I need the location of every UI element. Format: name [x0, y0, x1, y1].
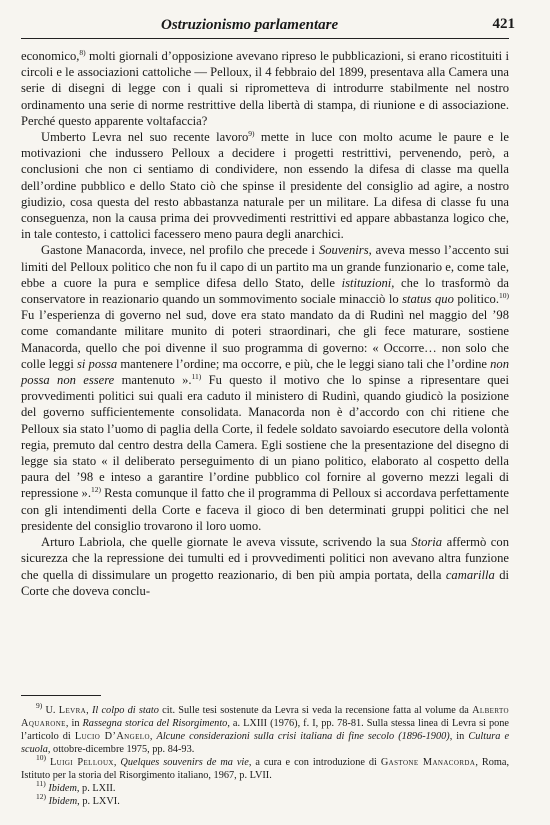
footnote-ref: 10) — [36, 753, 46, 762]
text-run: , — [149, 731, 157, 742]
text-run: affermò con sicurezza che la repressione dei tumulti ed i provvedimenti politici non avevano altra funzione che quella di dissimulare un progetto reazionario, di ben più ampia portata, della — [21, 535, 509, 582]
text-run: mette in luce con molto acume le paure e le motivazioni che indussero Pelloux a decidere i progetti restrittivi, pervenendo, però, a conclusioni che non ci sentiamo di condividere, non essendo la difesa di classe ma quella dell’ordine pubblico e dello Stato ciò che spinse il presidente del consiglio ad agire, a nostro giudizio, cosa questa del resto abbastanza naturale per un militare. La difesa di classe fu una conseguenza, non la causa prima dei provvedimenti restrittivi ed appare abbastanza logico che, in tale contesto, i cattolici facessero meno paura degli anarchici. — [21, 130, 509, 242]
footnote-ref: 12) — [90, 485, 101, 495]
footnote-ref: 11) — [36, 779, 46, 788]
text-run: Gastone Manacorda, invece, nel profilo che precede i — [41, 243, 319, 258]
footnote-ref: 12) — [36, 792, 46, 801]
text-run: Umberto Levra nel suo recente lavoro — [41, 130, 249, 145]
text-run: , a cura e con introduzione di — [248, 757, 381, 768]
text-run: U. — [42, 705, 59, 716]
text-run: , che lo trasformò da conservatore in reazionario quando un sommovimento sociale minacciò lo — [21, 275, 509, 307]
text-run: , Roma, Istituto per la storia del Risorgimento italiano, 1967, p. LVII. — [21, 757, 510, 781]
text-run: , p. LXVI. — [77, 796, 120, 807]
text-run: Fu l’esperienza di governo nel sud, dove era stato mandato da di Rudinì nel maggio del ’98 come comandante militare munito di poteri straordinari, che gli fece maturare, sostiene Manacorda, quello che poi divenne il suo programma di governo: « Occorre… non solo che colle leggi — [21, 308, 509, 371]
text-run: politico. — [453, 292, 500, 307]
text-run: , in — [449, 731, 469, 742]
body-text — [21, 48, 509, 599]
body-paragraph — [21, 534, 509, 599]
text-run: , — [86, 705, 92, 716]
text-run: Fu questo il motivo che lo spinse a ripresentare quei provvedimenti politici sui quali era caduto il ministero di Rudinì, quando giudicò la posizione del governo sufficientemente consolidata. Manacorda non è d’accordo con chi ritiene che Pelloux sia stato l’uomo di paglia della Corte, il fedele soldato savoiardo esecutore della volontà regia, premuto dal centro destra della Camera. Egli sostiene che la presentazione del disegno di legge sia stato « il deliberato perseguimento di un piano politico, elaborato al cospetto della paura del ’98 e inteso a garantire l’ordine pubblico col fornire al governo mezzi legali di repressione ». — [21, 373, 510, 501]
italic-run: istituzioni — [341, 275, 392, 290]
text-run: , aveva messo l’accento sui limiti del Pelloux politico che non fu il capo di un partito ma un grande funzionario e, come tale, ebbe a cuore la pura e semplice difesa dello Stato, delle — [21, 243, 509, 290]
italic-run: status quo — [402, 292, 454, 307]
text-run: molti giornali d’opposizione avevano ripreso le pubblicazioni, si erano ricostituiti i circoli e le associazioni cattoliche — Pelloux, il 4 febbraio del 1899, presentava alla Camera una serie di disegni di legge con i quali si riprometteva di introdurre stabilmente nel nostro ordinamento una serie di norme restrittive della libertà di stampa, di riunione e di associazione. Perché questo apparente voltafaccia? — [21, 49, 509, 128]
italic-run: Souvenirs — [318, 243, 369, 258]
italic-run: Ibidem — [48, 796, 78, 807]
author-name: Levra — [58, 705, 87, 716]
text-run: di Corte che doveva conclu- — [21, 567, 510, 598]
italic-run: Cultura e scuola — [21, 731, 510, 755]
body-paragraph — [21, 242, 509, 534]
running-title: Ostruzionismo parlamentare — [161, 17, 339, 33]
footnote-ref: 9) — [36, 701, 43, 710]
running-head — [21, 14, 515, 39]
page-number: 421 — [492, 16, 515, 32]
italic-run: Quelques souvenirs de ma vie — [120, 757, 249, 768]
text-run: , in — [65, 718, 83, 729]
italic-run: Storia — [411, 535, 443, 550]
footnotes — [21, 695, 509, 808]
text-run: , — [113, 757, 121, 768]
text-run: mantenuto ». — [114, 373, 192, 388]
text-run: cit. Sulle tesi sostenute da Levra si veda la recensione fatta al volume da — [158, 705, 473, 716]
text-run: Resta comunque il fatto che il programma di Pelloux si accordava perfettamente con gli intendimenti della Corte e faceva il gioco di ben determinati gruppi politici che nel presidente del consiglio trovarono il loro uomo. — [21, 486, 509, 533]
footnote-ref: 11) — [191, 372, 202, 382]
footnote-ref: 10) — [499, 291, 510, 301]
italic-run: Il colpo di stato — [91, 705, 159, 716]
italic-run: si possa — [76, 356, 118, 371]
footnote — [21, 779, 509, 795]
footnote — [21, 753, 510, 782]
footnote — [21, 701, 510, 756]
italic-run: non possa non essere — [21, 356, 509, 388]
text-run: economico, — [21, 49, 80, 63]
text-run: Arturo Labriola, che quelle giornate le aveva vissute, scrivendo la sua — [41, 535, 412, 550]
footnote-ref: 9) — [248, 129, 255, 139]
text-run: , a. LXIII (1976), f. I, pp. 78-81. Sulla stessa linea di Levra si pone l’articolo di — [21, 718, 509, 742]
author-name: Luigi Pelloux — [49, 757, 114, 768]
footnote-ref: 8) — [79, 48, 86, 57]
author-name: Lucio D’Angelo — [74, 731, 150, 742]
body-paragraph — [21, 129, 509, 242]
footnote-divider — [21, 695, 101, 696]
text-run: , ottobre-dicembre 1975, pp. 84-93. — [47, 744, 195, 755]
body-paragraph — [21, 48, 509, 129]
italic-run: Rassegna storica del Risorgimento — [82, 718, 228, 729]
author-name: Alberto Aquarone — [21, 705, 509, 729]
text-run: , p. LXII. — [76, 783, 116, 794]
footnote — [21, 792, 509, 808]
italic-run: camarilla — [445, 567, 495, 582]
italic-run: Alcune considerazioni sulla crisi italiana di fine secolo (1896-1900) — [156, 731, 450, 742]
italic-run: Ibidem — [48, 783, 77, 794]
author-name: Gastone Manacorda — [380, 757, 476, 768]
text-run: mantenere l’ordine; ma occorre, e più, che le leggi siano tali che l’ordine — [117, 356, 491, 371]
